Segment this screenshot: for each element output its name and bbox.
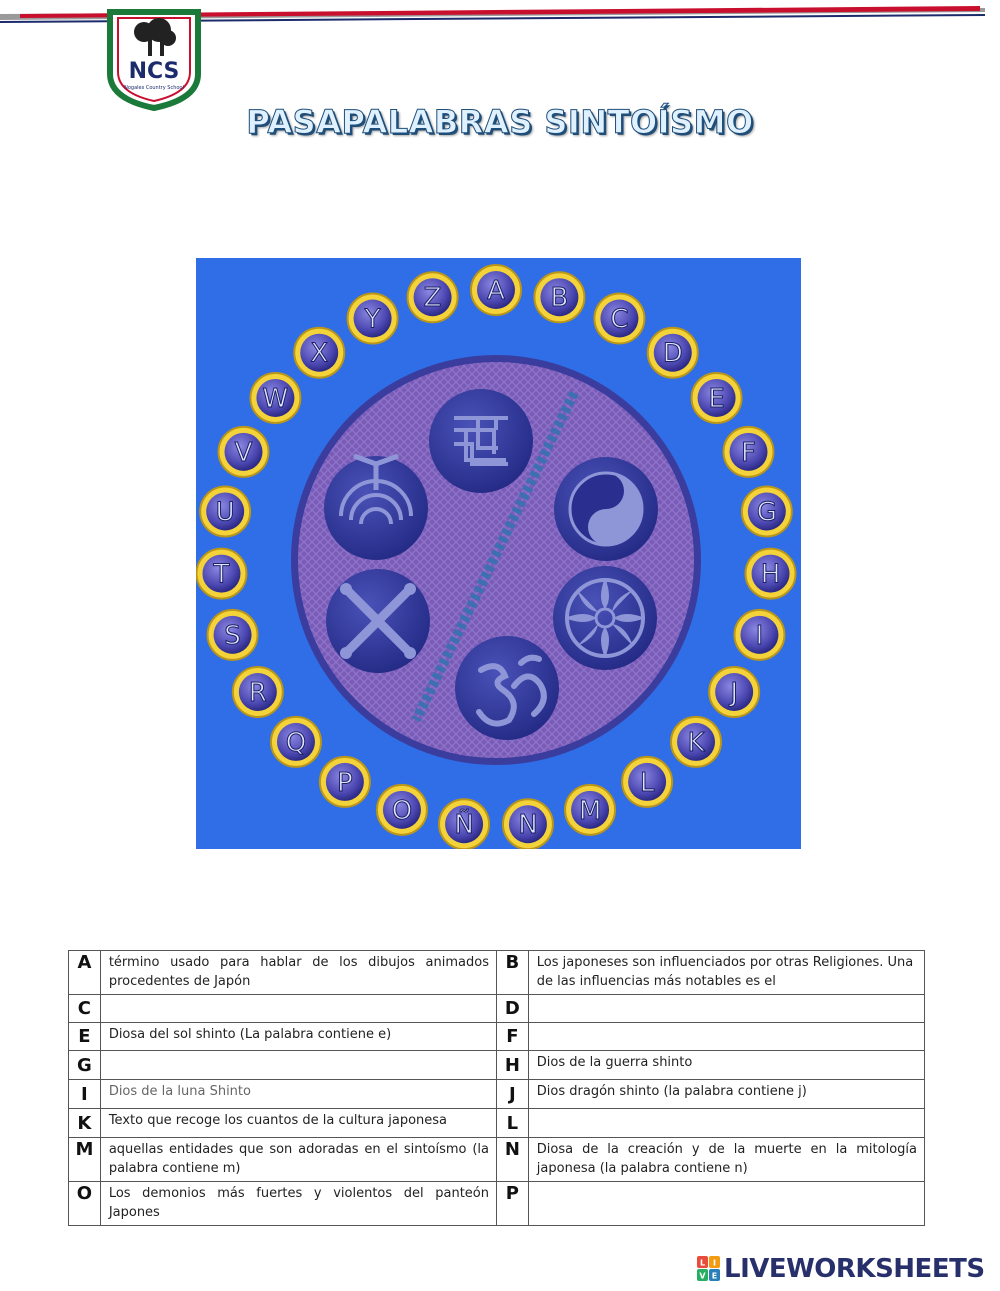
letter-badge-label: S [224, 620, 241, 651]
clue-text: Diosa de la creación y de la muerte en la mitología japonesa (la palabra contiene n) [528, 1138, 924, 1182]
letter-badge-h[interactable] [746, 549, 796, 599]
liveworksheets-logo-icon [697, 1256, 721, 1282]
letter-badge-u[interactable] [200, 486, 250, 536]
clue-letter: P [496, 1182, 528, 1226]
letter-badge-label: C [610, 304, 629, 335]
clue-text: aquellas entidades que son adoradas en el sintoísmo (la palabra contiene m) [100, 1138, 496, 1182]
svg-text:I: I [713, 1258, 716, 1268]
letter-badge-label: V [234, 437, 253, 468]
letter-badge-x[interactable] [294, 328, 344, 378]
letter-badge-label: O [391, 795, 413, 826]
letter-badge-label: M [578, 795, 602, 826]
letter-badge-label: Q [285, 727, 307, 758]
letter-badge-p[interactable] [320, 757, 370, 807]
letter-badge-label: D [662, 338, 683, 369]
religion-symbol-waves [324, 456, 428, 560]
letter-badge-l[interactable] [622, 757, 672, 807]
clue-letter: C [69, 995, 101, 1023]
letter-badge-v[interactable] [218, 427, 268, 477]
letter-badge-label: Ñ [454, 810, 474, 841]
clue-text: Dios de la luna Shinto [100, 1080, 496, 1109]
religion-symbol-yin-yang [554, 457, 658, 561]
clue-text: Dios de la guerra shinto [528, 1051, 924, 1080]
letter-badge-n[interactable] [503, 799, 553, 849]
clue-row [69, 1182, 925, 1226]
letter-badge-label: B [550, 283, 569, 314]
clue-letter: D [496, 995, 528, 1023]
letter-badge-t[interactable] [196, 549, 246, 599]
letter-badge-o[interactable] [377, 785, 427, 835]
svg-text:V: V [699, 1271, 706, 1281]
letter-badge-i[interactable] [734, 610, 784, 660]
letter-badge-label: I [755, 620, 764, 651]
letter-badge-label: K [687, 727, 705, 758]
clue-row [69, 1051, 925, 1080]
clue-letter: K [69, 1109, 101, 1138]
clue-text: Texto que recoge los cuantos de la cultura japonesa [100, 1109, 496, 1138]
letter-badge-label: J [730, 678, 738, 708]
letter-badge-label: N [518, 810, 538, 841]
clue-text [100, 995, 496, 1023]
page-title: PASAPALABRAS SINTOÍSMO [246, 103, 754, 141]
clue-row [69, 995, 925, 1023]
clue-row [69, 1138, 925, 1182]
letter-badge-label: A [487, 276, 505, 306]
clue-text: término usado para hablar de los dibujos animados procedentes de Japón [100, 951, 496, 995]
clue-letter: F [496, 1023, 528, 1051]
letter-badge-j[interactable] [709, 667, 759, 717]
clue-letter: M [69, 1138, 101, 1182]
clue-text: Diosa del sol shinto (La palabra contiene e) [100, 1023, 496, 1051]
letter-badge-label: U [215, 497, 235, 528]
clue-letter: O [69, 1182, 101, 1226]
clue-letter: B [496, 951, 528, 995]
letter-badge-label: G [756, 497, 777, 528]
letter-badge-f[interactable] [724, 427, 774, 477]
logo-text: NCS [128, 59, 180, 84]
letter-badge-z[interactable] [408, 272, 458, 322]
school-logo [104, 4, 204, 112]
letter-badge-label: F [741, 437, 756, 468]
letter-badge-label: E [708, 383, 725, 414]
religion-symbol-wheel [553, 566, 657, 670]
clue-letter: I [69, 1080, 101, 1109]
clue-row [69, 1109, 925, 1138]
clues-table [68, 950, 925, 1226]
footer-brand [697, 1254, 985, 1284]
clue-text: Dios dragón shinto (la palabra contiene j) [528, 1080, 924, 1109]
letter-badge-label: R [248, 678, 267, 708]
letter-badge-g[interactable] [742, 486, 792, 536]
letter-badge-d[interactable] [648, 328, 698, 378]
clue-letter: A [69, 951, 101, 995]
letter-badge-label: L [639, 767, 655, 798]
letter-badge-label: Z [423, 283, 442, 314]
clue-text: Los demonios más fuertes y violentos del panteón Japones [100, 1182, 496, 1226]
religion-symbol-om [455, 636, 559, 740]
letter-badge-e[interactable] [692, 373, 742, 423]
letter-badge-y[interactable] [348, 294, 398, 344]
letter-badge-label: T [213, 559, 230, 590]
clue-text [528, 1023, 924, 1051]
letter-badge-m[interactable] [565, 785, 615, 835]
letter-badge-label: P [337, 767, 353, 798]
letter-badge-a[interactable] [471, 265, 521, 315]
svg-text:E: E [711, 1271, 718, 1281]
letter-badge-label: W [262, 383, 289, 414]
letter-badge-ñ[interactable] [439, 799, 489, 849]
clue-text [528, 1109, 924, 1138]
letter-badge-k[interactable] [671, 717, 721, 767]
clue-row [69, 1080, 925, 1109]
clue-text [528, 995, 924, 1023]
clue-letter: H [496, 1051, 528, 1080]
letter-badge-label: H [760, 559, 781, 590]
clue-text [100, 1051, 496, 1080]
clue-text [528, 1182, 924, 1226]
rosco-board [196, 258, 801, 849]
footer-brand-text: LIVEWORKSHEETS [724, 1254, 985, 1284]
clue-letter: E [69, 1023, 101, 1051]
letter-badge-w[interactable] [250, 373, 300, 423]
letter-badge-label: X [310, 338, 329, 369]
clue-row [69, 1023, 925, 1051]
letter-badge-label: Y [364, 304, 381, 335]
letter-badge-s[interactable] [208, 610, 258, 660]
religion-symbol-maze [429, 389, 533, 493]
letter-badge-b[interactable] [534, 272, 584, 322]
clue-text: Los japoneses son influenciados por otras Religiones. Una de las influencias más notables es el [528, 951, 924, 995]
letter-badge-q[interactable] [271, 717, 321, 767]
clue-letter: G [69, 1051, 101, 1080]
clue-letter: N [496, 1138, 528, 1182]
letter-badge-r[interactable] [233, 667, 283, 717]
svg-text:L: L [699, 1258, 706, 1268]
clue-row [69, 951, 925, 995]
letter-badge-c[interactable] [594, 294, 644, 344]
clue-letter: J [496, 1080, 528, 1109]
logo-subtext: Nogales Country School [124, 85, 184, 91]
religion-symbol-cross [326, 569, 430, 673]
clue-letter: L [496, 1109, 528, 1138]
